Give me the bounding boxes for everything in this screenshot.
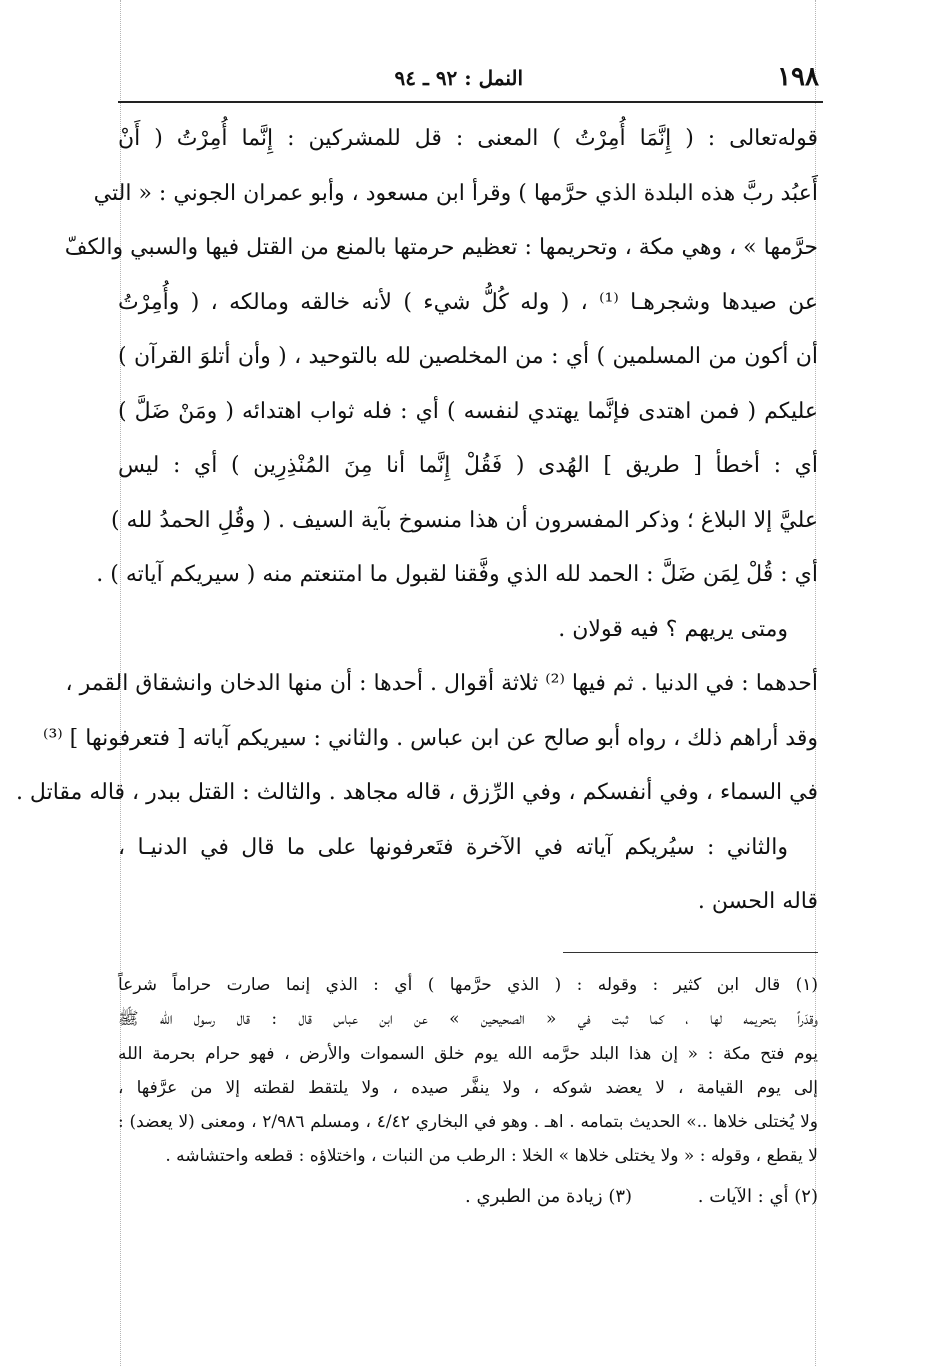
text-line: قوله‌تعالى : ( إِنَّمَا أُمِرْتُ ) المعنى : قل للمشركين : إِنَّما أُمِرْتُ ( أَنْ (118, 126, 818, 151)
page-number: ١٩٨ (777, 62, 819, 92)
text-line: ومتى يريهم ؟ فيه قولان . (558, 616, 788, 642)
text-line: عليكم ( فمن اهتدى فإنَّما يهتدي لنفسه ) أي : فله ثواب اهتدائه ( ومَنْ ضَلَّ ) (118, 398, 818, 424)
text-line: أي : أخطأ [ طريق ] الهُدى ( فَقُلْ إِنَّما أنا مِنَ المُنْذِرِين ) أي : ليس (118, 453, 818, 478)
footnote-2: (٢) أي : الآيات . (697, 1185, 818, 1207)
footnote-line: إلى يوم القيامة ، لا يعضد شوكه ، ولا ينفَّر صيده ، ولا يلتقط لقطته إلا من عرَّفها ، (118, 1077, 818, 1098)
text-line: والثاني : سيُريكم آياته في الآخرة فتَعرفونها على ما قال في الدنيـا ، (118, 834, 788, 860)
main-text (15, 112, 819, 930)
text-line: في السماء ، وفي أنفسكم ، وفي الرِّزق ، قاله مجاهد . والثالث : القتل ببدر ، قاله مقاتل . (15, 780, 818, 805)
footnote-separator (563, 952, 818, 953)
text-line: أن أكون من المسلمين ) أي : من المخلصين لله بالتوحيد ، ( وأن أتلوَ القرآن ) (118, 344, 818, 369)
text-line: أحدهما : في الدنيا . ثم فيها ⁽²⁾ ثلاثة أقوال . أحدها : أن منها الدخان وانشقاق القمر ، (65, 671, 818, 696)
running-title: النمل : ٩٢ ـ ٩٤ (394, 66, 523, 90)
footnote-line: يوم فتح مكة : « إن هذا البلد حرَّمه الله يوم خلق السموات والأرض ، فهو حرام بحرمة الله (118, 1043, 818, 1064)
footnotes (118, 968, 818, 1216)
text-line: أي : قُلْ لِمَن ضَلَّ : الحمد لله الذي وفَّقنا لقبول ما امتنعتم منه ( سيريكم آياته ) . (96, 562, 818, 587)
header-rule (118, 101, 823, 103)
page-header (118, 62, 823, 98)
footnote-line: لا يقطع ، وقوله : « ولا يختلى خلاها » الخلا : الرطب من النبات ، واختلاؤه : قطعه واحتشاشه . (165, 1146, 818, 1167)
footnote-3: (٣) زيادة من الطبري . (465, 1185, 633, 1207)
footnote-pair (118, 1178, 818, 1216)
text-line: أَعبُد ربَّ هذه البلدة الذي حرَّمها ) وقرأ ابن مسعود ، وأبو عمران الجوني : « التي (93, 180, 818, 206)
text-line: عليَّ إلا البلاغ ؛ وذكر المفسرون أن هذا منسوخ بآية السيف . ( وقُلِ الحمدُ لله ) (110, 507, 818, 533)
footnote-line: وقدَراً بتحريمه لها ، كما ثبت في « الصحيحين » عن ابن عباس قال : قال رسول الله ﷺ (118, 1009, 818, 1030)
footnote-line: (١) قال ابن كثير : وقوله : ( الذي حرَّمها ) أي : الذي إنما صارت حراماً شرعاً (118, 975, 818, 995)
text-line: عن صيدها وشجرهـا ⁽¹⁾ ، ( وله كُلُّ شيء ) لأنه خالقه ومالكه ، ( وأُمِرْتُ (118, 289, 819, 315)
text-line: قاله الحسن . (697, 889, 818, 914)
footnote-line: ولا يُختلى خلاها ..» الحديث بتمامه . اهـ . وهو في البخاري ٤/٤٢ ، ومسلم ٢/٩٨٦ ، ومعنى (لا يعضد) : (118, 1112, 819, 1133)
text-line: وقد أراهم ذلك ، رواه أبو صالح عن ابن عباس . والثاني : سيريكم آياته [ فتعرفونها ] ⁽³⁾ (43, 725, 818, 751)
text-line: حرَّمها » ، وهي مكة ، وتحريمها : تعظيم حرمتها بالمنع من القتل فيها والسبي والكفّ (64, 235, 818, 260)
